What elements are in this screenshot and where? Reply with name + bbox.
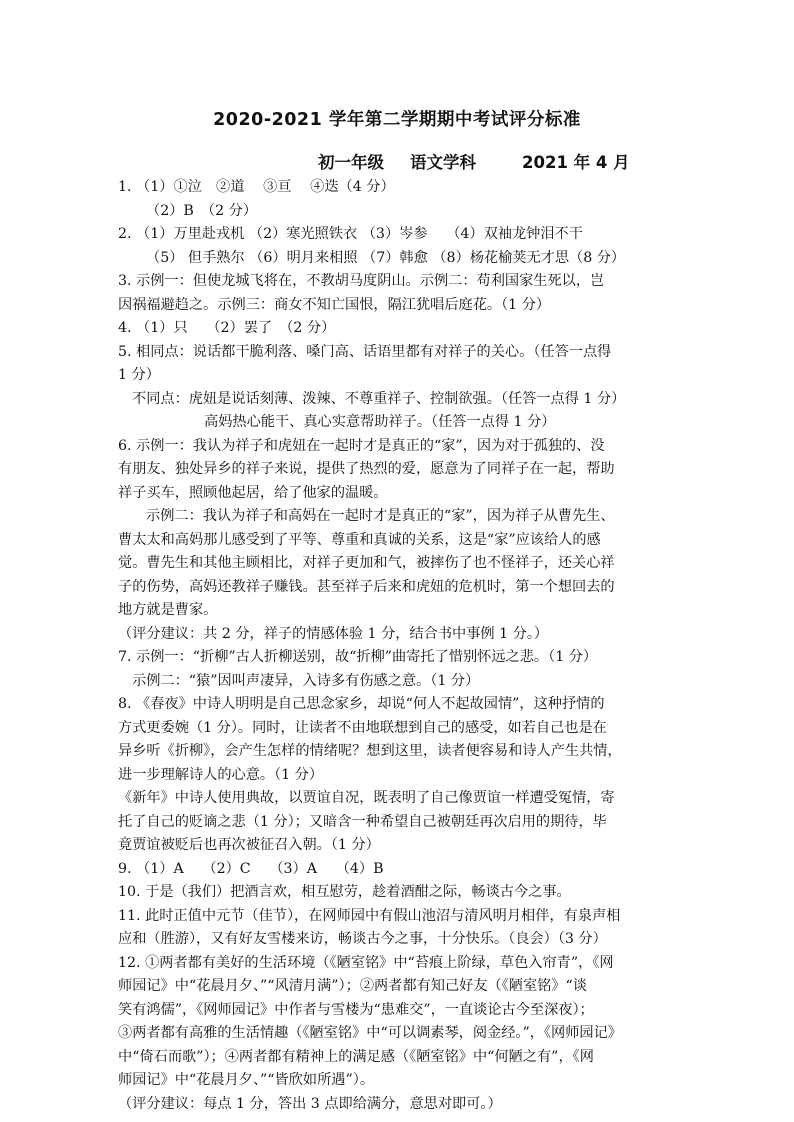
text-line: 1. （1）①泣 ②道 ③亘 ④迭（4 分） xyxy=(118,179,395,195)
text-line: 1 分） xyxy=(118,367,160,383)
text-line: 因祸福避趋之。示例三：商女不知亡国恨，隔江犹唱后庭花。（1 分） xyxy=(118,296,551,313)
text-line: 11. 此时正值中元节（佳节），在网师园中有假山池沼与清风明月相伴，有泉声相 xyxy=(118,907,621,924)
subject-label: 语文学科 xyxy=(410,153,476,172)
answer-body xyxy=(118,176,678,1116)
text-line: （评分建议：每点 1 分，答出 3 点即给满分，意思对即可。） xyxy=(118,1095,502,1112)
text-line: 竟贾谊被贬后也再次被征召入朝。（1 分） xyxy=(118,837,380,853)
text-line: 《新年》中诗人使用典故，以贾谊自况，既表明了自己像贾谊一样遭受冤情，寄 xyxy=(118,790,615,806)
text-line: （2）B （2 分） xyxy=(146,202,258,219)
text-line: 进一步理解诗人的心意。（1 分） xyxy=(118,766,324,783)
text-line: 觉。曹先生和其他主顾相比，对祥子更加和气，被摔伤了也不怪祥子，还关心祥 xyxy=(118,555,615,571)
text-line: 2. （1）万里赴戎机 （2）寒光照铁衣 （3）岑参 （4）双袖龙钟泪不干 xyxy=(118,226,583,242)
text-line: 笑有鸿儒”，《网师园记》中作者与雪楼为“患难交”，一直谈论古今至深夜）； xyxy=(118,1001,594,1018)
text-line: 9. （1）A （2）C （3）A （4）B xyxy=(118,860,384,877)
text-line: 方式更委婉（1 分）。同时，让读者不由地联想到自己的感受，如若自己也是在 xyxy=(118,719,607,736)
text-line: 不同点：虎妞是说话刻薄、泼辣、不尊重祥子、控制欲强。（任答一点得 1 分） xyxy=(132,390,626,407)
text-line: 高妈热心能干、真心实意帮助祥子。（任答一点得 1 分） xyxy=(204,414,556,430)
text-line: 师园记》中“花晨月夕、”“皆欣如所遇”）。 xyxy=(118,1072,375,1088)
text-line: 10. 于是（我们）把酒言欢，相互慰劳，趁着酒酣之际，畅谈古今之事。 xyxy=(118,884,571,900)
text-line: 4. （1）只 （2）罢了 （2 分） xyxy=(118,320,336,336)
text-line: 示例二：我认为祥子和高妈在一起时才是真正的“家”，因为祥子从曹先生、 xyxy=(146,508,615,524)
date-label: 2021 年 4 月 xyxy=(522,153,630,172)
document-title: 2020-2021 学年第二学期期中考试评分标准 xyxy=(213,110,581,130)
text-line: ③两者都有高雅的生活情趣（《陋室铭》中“可以调素琴，阅金经。”，《网师园记》 xyxy=(118,1025,622,1041)
text-line: 应和（胜游），又有好友雪楼来访，畅谈古今之事，十分快乐。（良会）（3 分） xyxy=(118,931,607,947)
text-line: 示例二：“猿”因叫声凄异，入诗多有伤感之意。（1 分） xyxy=(132,672,480,689)
text-line: 8. 《春夜》中诗人明明是自己思念家乡，却说“何人不起故园情”，这种抒情的 xyxy=(118,696,605,712)
text-line: 3. 示例一：但使龙城飞将在，不教胡马度阴山。示例二：苟利国家生死以，岂 xyxy=(118,273,605,289)
text-line: 12. ①两者都有美好的生活环境（《陋室铭》中“苔痕上阶绿，草色入帘青”，《网 xyxy=(118,954,614,971)
text-line: 子的伤势，高妈还教祥子赚钱。甚至祥子后来和虎妞的危机时，第一个想回去的 xyxy=(118,578,615,595)
text-line: 托了自己的贬谪之悲（1 分）；又暗含一种希望自己被朝廷再次启用的期待，毕 xyxy=(118,813,607,830)
text-line: 师园记》中“花晨月夕、”“风清月满”）；②两者都有知己好友（《陋室铭》“谈 xyxy=(118,978,587,994)
text-line: 6. 示例一：我认为祥子和虎妞在一起时才是真正的“家”，因为对于孤独的、没 xyxy=(118,437,605,454)
text-line: 5. 相同点：说话都干脆利落、嗓门高、话语里都有对祥子的关心。（任答一点得 xyxy=(118,343,612,360)
text-line: 地方就是曹家。 xyxy=(118,602,218,618)
text-line: 异乡听《折柳》，会产生怎样的情绪呢？想到这里，读者便容易和诗人产生共情， xyxy=(118,743,622,759)
text-line: 有朋友、独处异乡的祥子来说，提供了热烈的爱，愿意为了同祥子在一起，帮助 xyxy=(118,461,615,477)
text-line: 7. 示例一：“折柳”古人折柳送别，故“折柳”曲寄托了惜别怀远之悲。（1 分） xyxy=(118,649,598,665)
document-subtitle xyxy=(318,149,630,173)
text-line: 祥子买车，照顾他起居，给了他家的温暖。 xyxy=(118,484,388,501)
text-line: 曹太太和高妈那儿感受到了平等、尊重和真诚的关系，这是“家”应该给人的感 xyxy=(118,531,601,548)
text-line: 中“倚石而歌”）；④两者都有精神上的满足感（《陋室铭》中“何陋之有”，《网 xyxy=(118,1048,594,1065)
text-line: （评分建议：共 2 分，祥子的情感体验 1 分，结合书中事例 1 分。） xyxy=(118,625,549,642)
grade-label: 初一年级 xyxy=(318,153,384,172)
text-line: （5） 但手熟尔 （6）明月来相照 （7）韩愈 （8）杨花榆荚无才思（8 分） xyxy=(146,249,626,266)
